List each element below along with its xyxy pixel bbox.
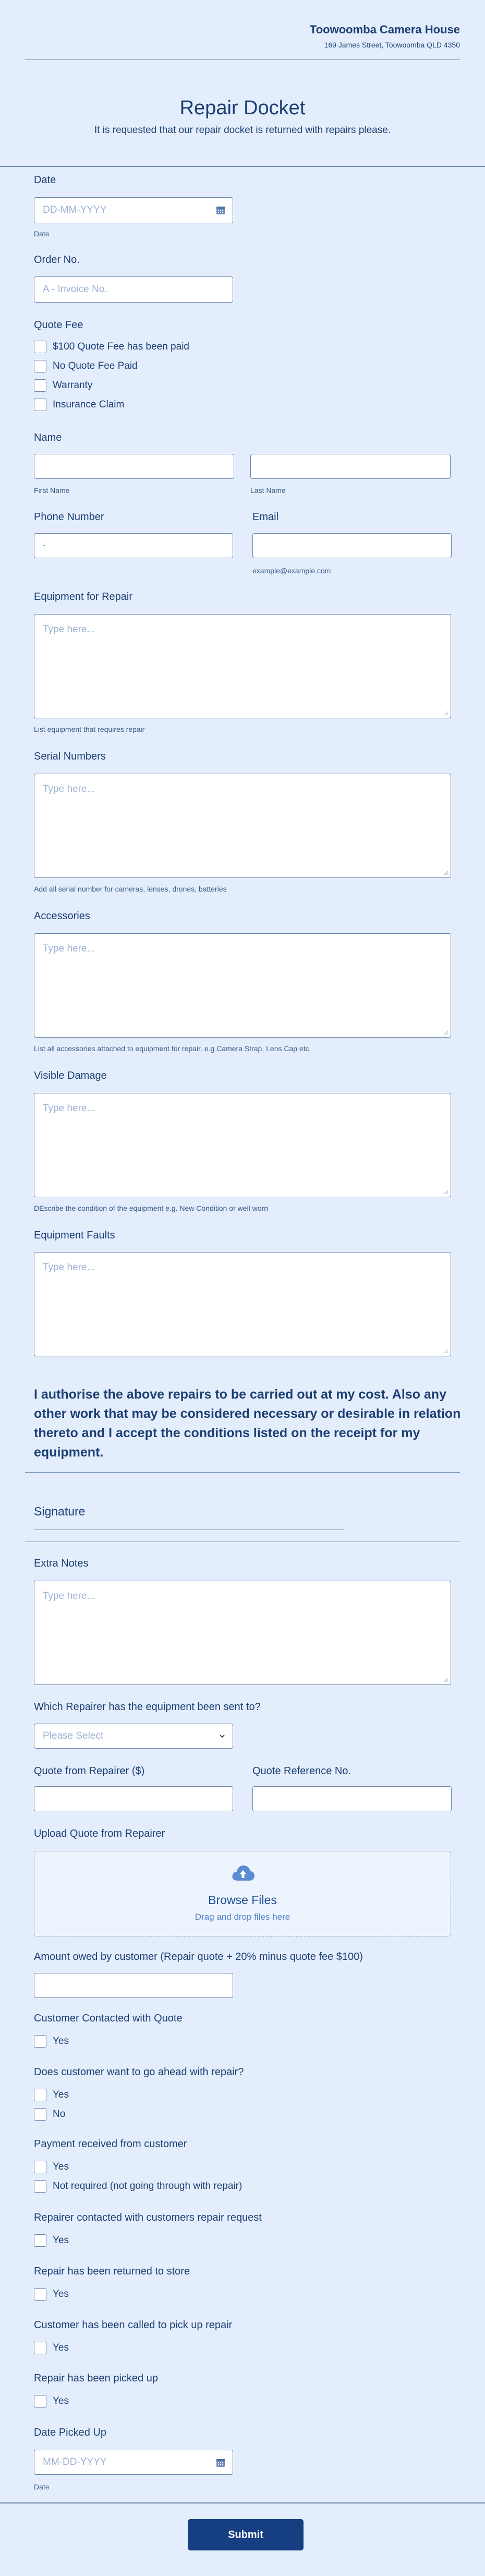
quote-fee-option[interactable] (34, 378, 92, 393)
company-name: Toowoomba Camera House (309, 23, 460, 36)
date-picked-label: Date Picked Up (34, 2427, 106, 2438)
equipment-label: Equipment for Repair (34, 591, 132, 603)
extra-notes-label: Extra Notes (34, 1558, 89, 1569)
amount-owed-label: Amount owed by customer (Repair quote + 20% minus quote fee $100) (34, 1951, 363, 1963)
resize-handle-icon[interactable] (443, 1349, 448, 1354)
resize-handle-icon[interactable] (443, 1189, 448, 1195)
checkbox[interactable] (34, 2180, 46, 2193)
signature-label: Signature (34, 1504, 86, 1518)
checkbox[interactable] (34, 2234, 46, 2247)
submit-button[interactable]: Submit (188, 2519, 304, 2550)
contacted-quote-option[interactable] (34, 2034, 69, 2049)
checkbox[interactable] (34, 2288, 46, 2301)
amount-owed-input[interactable] (34, 1973, 233, 1998)
phone-input[interactable] (34, 533, 233, 558)
quote-ref-input[interactable] (252, 1786, 452, 1811)
checkbox[interactable] (34, 360, 46, 372)
extra-notes-textarea[interactable] (34, 1581, 451, 1685)
faults-label: Equipment Faults (34, 1230, 115, 1241)
contacted-quote-label: Customer Contacted with Quote (34, 2013, 183, 2024)
faults-placeholder: Type here... (43, 1262, 95, 1273)
quote-ref-label: Quote Reference No. (252, 1765, 351, 1777)
date-label: Date (34, 174, 56, 186)
picked-up-label: Repair has been picked up (34, 2373, 158, 2384)
accessories-label: Accessories (34, 910, 90, 922)
header-divider (25, 59, 460, 60)
returned-label: Repair has been returned to store (34, 2266, 190, 2277)
last-name-input[interactable] (250, 454, 451, 479)
checkbox[interactable] (34, 2089, 46, 2101)
name-label: Name (34, 432, 62, 443)
quote-fee-option[interactable] (34, 359, 138, 374)
checkbox-label: Yes (53, 2396, 69, 2406)
checkbox[interactable] (34, 2395, 46, 2408)
serial-label: Serial Numbers (34, 751, 106, 762)
date-placeholder: DD-MM-YYYY (43, 204, 107, 215)
checkbox[interactable] (34, 399, 46, 411)
date-picked-input[interactable] (34, 2450, 233, 2475)
called-label: Customer has been called to pick up repair (34, 2319, 233, 2331)
quote-fee-option[interactable] (34, 398, 124, 412)
date-input[interactable] (34, 197, 233, 223)
checkbox-label: Not required (not going through with repair) (53, 2181, 242, 2192)
checkbox[interactable] (34, 2108, 46, 2121)
checkbox-label: No (53, 2109, 66, 2120)
returned-option[interactable] (34, 2287, 69, 2302)
quote-fee-label: Quote Fee (34, 319, 83, 331)
payment-option[interactable] (34, 2179, 242, 2194)
date-picked-sublabel: Date (34, 2483, 50, 2491)
upload-label: Upload Quote from Repairer (34, 1828, 165, 1839)
calendar-icon[interactable] (216, 2458, 225, 2467)
last-name-sublabel: Last Name (250, 486, 286, 495)
checkbox-label: No Quote Fee Paid (53, 360, 138, 371)
repairer-label: Which Repairer has the equipment been sent to? (34, 1701, 261, 1713)
go-ahead-option[interactable] (34, 2088, 69, 2102)
checkbox[interactable] (34, 379, 46, 392)
checkbox-label: Yes (53, 2235, 69, 2246)
section-divider (0, 166, 485, 167)
quote-repairer-input[interactable] (34, 1786, 233, 1811)
serial-sublabel: Add all serial number for cameras, lenses, drones, batteries (34, 885, 227, 893)
resize-handle-icon[interactable] (443, 870, 448, 875)
faults-textarea[interactable] (34, 1252, 451, 1356)
payment-label: Payment received from customer (34, 2138, 187, 2150)
chevron-down-icon (219, 1733, 225, 1739)
calendar-icon[interactable] (216, 206, 225, 215)
date-sublabel: Date (34, 230, 50, 238)
equipment-placeholder: Type here... (43, 624, 95, 635)
go-ahead-label: Does customer want to go ahead with repair? (34, 2066, 244, 2078)
quote-repairer-label: Quote from Repairer ($) (34, 1765, 145, 1777)
checkbox-label: Yes (53, 2161, 69, 2172)
checkbox-label: $100 Quote Fee has been paid (53, 341, 189, 352)
date-picked-placeholder: MM-DD-YYYY (43, 2457, 107, 2467)
order-no-placeholder: A - Invoice No. (43, 284, 107, 295)
resize-handle-icon[interactable] (443, 1030, 448, 1035)
upload-title: Browse Files (208, 1893, 277, 1907)
repairer-contacted-label: Repairer contacted with customers repair request (34, 2212, 262, 2223)
checkbox-label: Yes (53, 2342, 69, 2353)
checkbox-label: Yes (53, 2089, 69, 2100)
damage-placeholder: Type here... (43, 1103, 95, 1114)
damage-label: Visible Damage (34, 1070, 107, 1081)
email-label: Email (252, 511, 279, 523)
checkbox[interactable] (34, 2035, 46, 2048)
resize-handle-icon[interactable] (443, 711, 448, 716)
company-address: 169 James Street, Toowoomba QLD 4350 (324, 41, 460, 49)
accessories-sublabel: List all accessories attached to equipment for repair. e.g Camera Strap, Lens Cap etc (34, 1044, 309, 1053)
go-ahead-option[interactable] (34, 2107, 65, 2122)
repairer-contacted-option[interactable] (34, 2233, 69, 2248)
checkbox-label: Yes (53, 2289, 69, 2300)
payment-option[interactable] (34, 2160, 69, 2174)
order-no-input[interactable] (34, 276, 233, 303)
checkbox-label: Yes (53, 2036, 69, 2047)
resize-handle-icon[interactable] (443, 1677, 448, 1682)
called-option[interactable] (34, 2341, 69, 2355)
damage-textarea[interactable] (34, 1093, 451, 1197)
email-input[interactable] (252, 533, 452, 558)
cloud-upload-icon (231, 1864, 256, 1883)
file-upload-dropzone[interactable] (34, 1851, 451, 1936)
accessories-placeholder: Type here... (43, 943, 95, 954)
damage-sublabel: DEscribe the condition of the equipment e.g. New Condition or well worn (34, 1204, 269, 1212)
checkbox-label: Insurance Claim (53, 399, 125, 410)
checkbox[interactable] (34, 2161, 46, 2173)
phone-label: Phone Number (34, 511, 104, 523)
extra-notes-placeholder: Type here... (43, 1591, 95, 1602)
company-header (310, 23, 460, 49)
serial-textarea[interactable] (34, 774, 451, 878)
serial-placeholder: Type here... (43, 784, 95, 795)
equipment-textarea[interactable] (34, 614, 451, 718)
first-name-input[interactable] (34, 454, 234, 479)
first-name-sublabel: First Name (34, 486, 70, 495)
quote-fee-option[interactable] (34, 340, 189, 354)
equipment-sublabel: List equipment that requires repair (34, 725, 145, 733)
phone-placeholder: - (43, 540, 46, 551)
repairer-selected: Please Select (43, 1730, 104, 1741)
checkbox[interactable] (34, 341, 46, 353)
checkbox[interactable] (34, 2342, 46, 2354)
footer-divider (0, 2502, 485, 2503)
page-title: Repair Docket (179, 97, 306, 119)
checkbox-label: Warranty (53, 380, 93, 391)
email-sublabel: example@example.com (252, 567, 331, 575)
order-no-label: Order No. (34, 254, 80, 266)
repairer-select[interactable] (34, 1724, 233, 1749)
page-subtitle: It is requested that our repair docket is returned with repairs please. (94, 125, 391, 136)
authorisation-statement: I authorise the above repairs to be carried out at my cost. Also any other work that may be considered necessary or desirable in relation thereto and I accept the conditions listed on the receipt for my equipment. (34, 1387, 461, 1460)
picked-up-option[interactable] (34, 2394, 69, 2409)
upload-subtitle: Drag and drop files here (195, 1912, 290, 1922)
accessories-textarea[interactable] (34, 933, 451, 1038)
statement-divider (25, 1472, 460, 1473)
